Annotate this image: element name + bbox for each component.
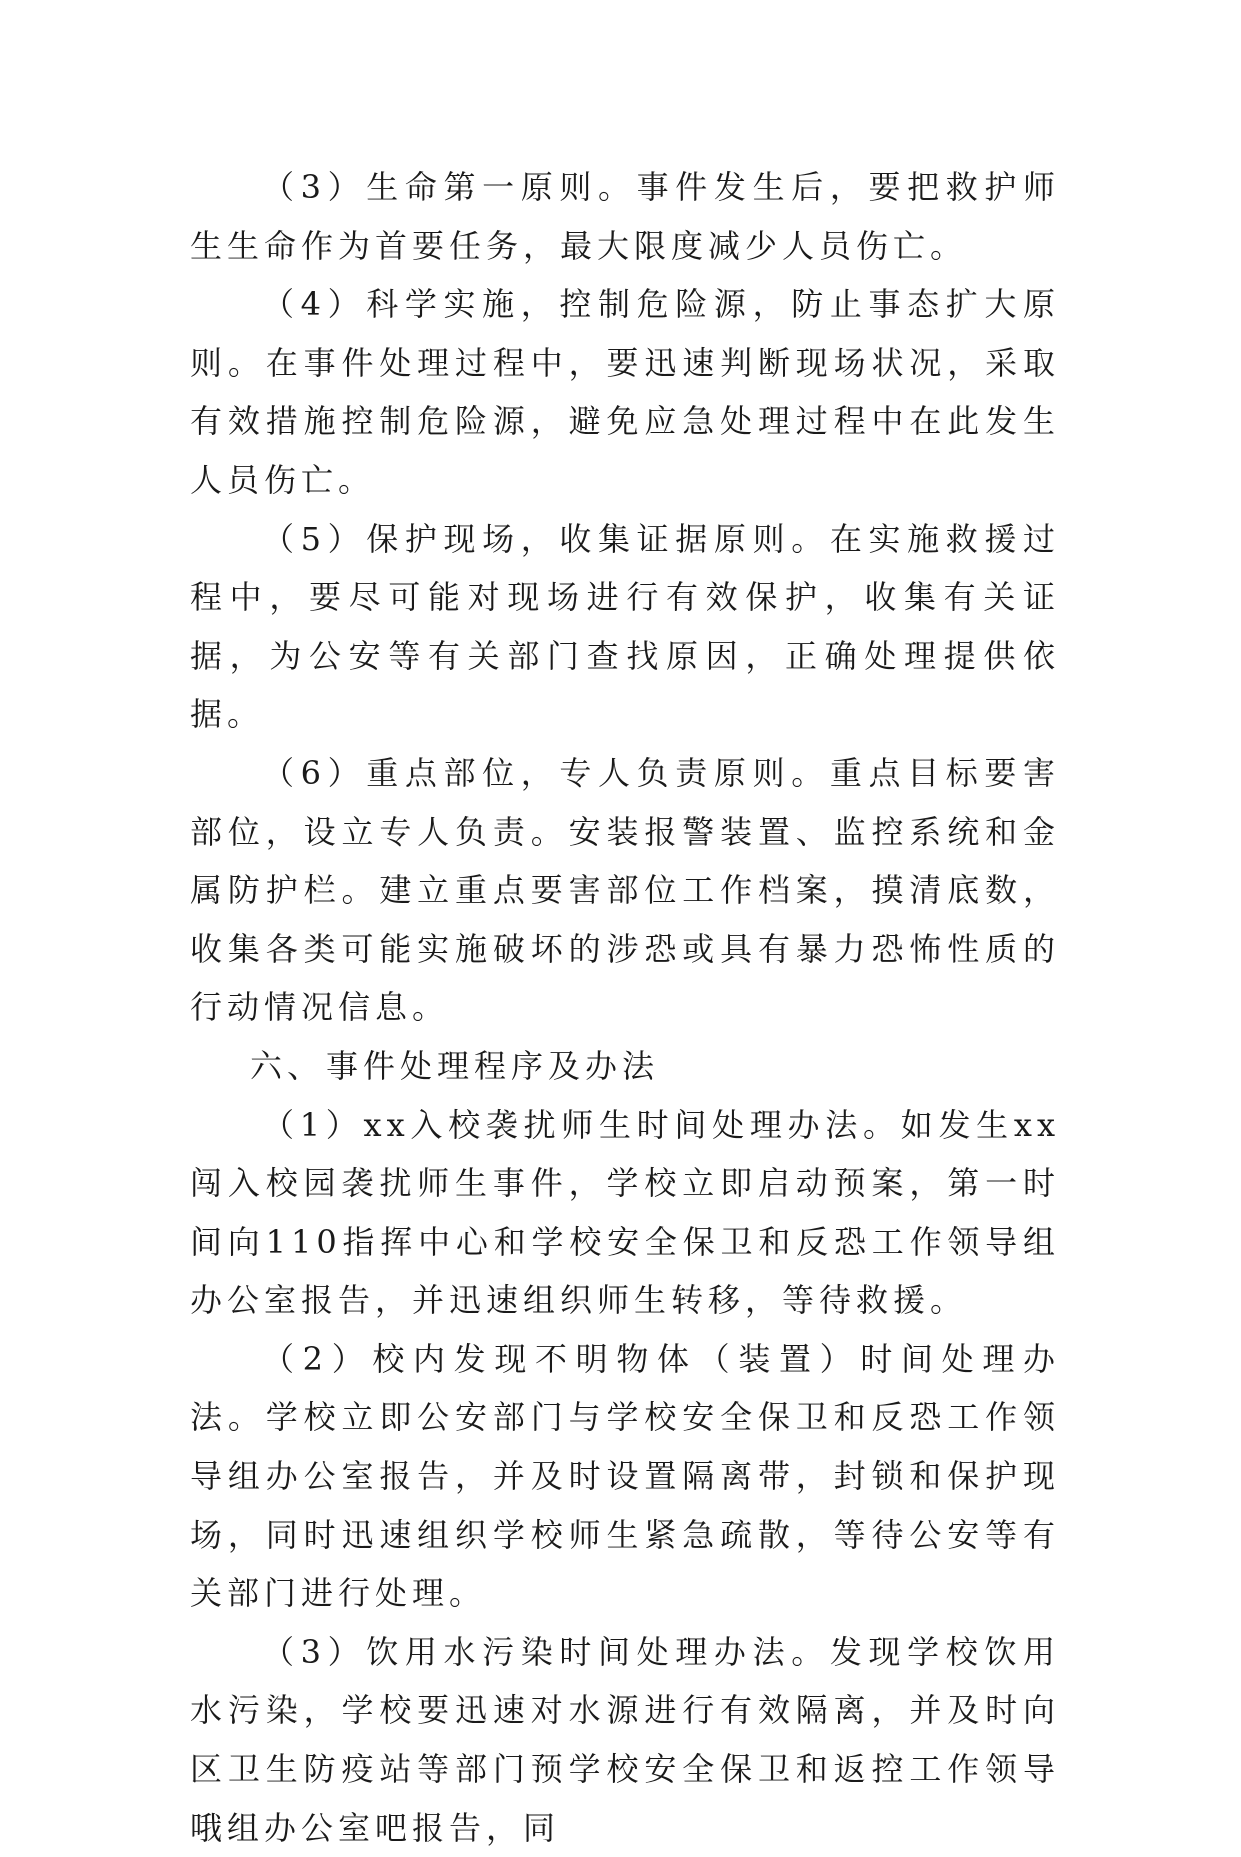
paragraph-procedure-3: （3）饮用水污染时间处理办法。发现学校饮用水污染，学校要迅速对水源进行有效隔离，并及时向区卫生防疫站等部门预学校安全保卫和返控工作领导哦组办公室吧报告，同 xyxy=(190,1632,1060,1847)
paragraph-principle-4: （4）科学实施，控制危险源，防止事态扩大原则。在事件处理过程中，要迅速判断现场状况，采取有效措施控制危险源，避免应急处理过程中在此发生人员伤亡。 xyxy=(190,285,1060,499)
paragraph-principle-5: （5）保护现场，收集证据原则。在实施救援过程中，要尽可能对现场进行有效保护，收集有关证据，为公安等有关部门查找原因，正确处理提供依据。 xyxy=(190,519,1060,734)
paragraph-principle-6: （6）重点部位，专人负责原则。重点目标要害部位，设立专人负责。安装报警装置、监控系统和金属防护栏。建立重点要害部位工作档案，摸清底数，收集各类可能实施破坏的涉恐或具有暴力恐怖性质的行动情况信息。 xyxy=(190,753,1060,1027)
document-body xyxy=(190,158,1060,1857)
paragraph-procedure-1: （1）xx入校袭扰师生时间处理办法。如发生xx闯入校园袭扰师生事件，学校立即启动预案，第一时间向110指挥中心和学校安全保卫和反恐工作领导组办公室报告，并迅速组织师生转移，等待救援。 xyxy=(190,1105,1060,1320)
section-heading xyxy=(190,1037,1060,1096)
paragraph-procedure-2: （2）校内发现不明物体（装置）时间处理办法。学校立即公安部门与学校安全保卫和反恐工作领导组办公室报告，并及时设置隔离带，封锁和保护现场，同时迅速组织学校师生紧急疏散，等待公安等有关部门进行处理。 xyxy=(190,1339,1060,1613)
section-title: 事件处理程序及办法 xyxy=(326,1046,660,1085)
section-number: 六、 xyxy=(250,1046,325,1085)
paragraph-principle-3: （3）生命第一原则。事件发生后，要把救护师生生命作为首要任务，最大限度减少人员伤亡。 xyxy=(190,168,1060,265)
